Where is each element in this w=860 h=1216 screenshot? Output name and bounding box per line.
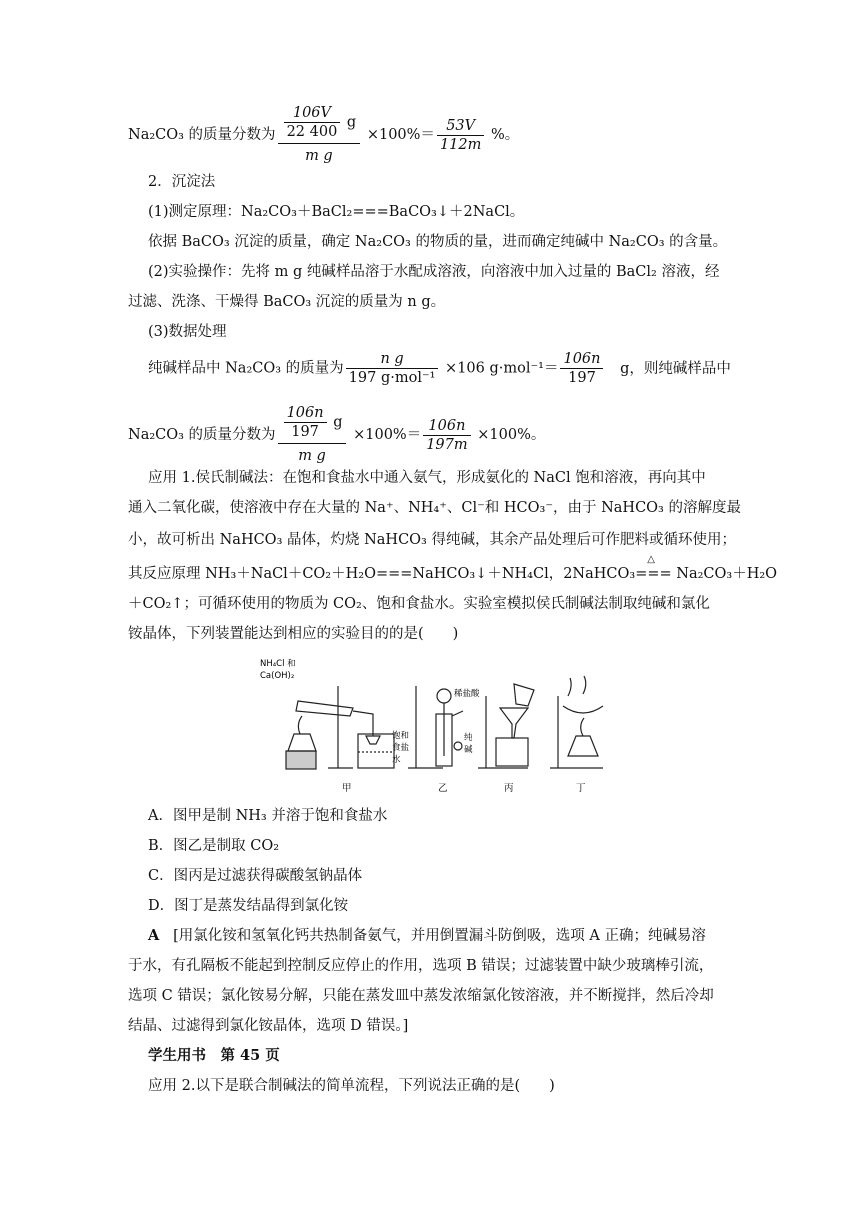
calc2-compound-fraction: $\frac{106n}{197}$ g m g [278,404,347,466]
step2-line1: (2)实验操作：先将 m g 纯碱样品溶于水配成溶液，向溶液中加入过量的 BaCl₂ 溶液，经 [148,264,720,280]
heat-icon: △ [647,554,655,565]
calc2-inner-fraction: $\frac{106n}{197}$ [284,404,327,441]
answer-line2: 于水，有孔隔板不能起到控制反应停止的作用，选项 B 错误；过滤装置中缺少玻璃棒引流， [128,958,714,974]
calc1-fraction: $\frac{\text{n g}}{\text{197 g·mol⁻¹}}$ [346,350,439,387]
app1-line5: ＋CO₂↑；可循环使用的物质为 CO₂、饱和食盐水。实验室模拟侯氏制碱法制取纯碱和氯化 [128,596,710,612]
calc-line-1: 纯碱样品中 Na₂CO₃ 的质量为 $\frac{\text{n g}}{\text{197 g·mol⁻¹}}$ ×106 g·mol⁻¹＝ $\frac{106n}{197}$ g，则纯碱样品中 [148,351,731,386]
option-b: B．图乙是制取 CO₂ [148,838,280,854]
formula-prefix: Na₂CO₃ 的质量分数为 [128,127,276,143]
step1: (1)测定原理：Na₂CO₃＋BaCl₂===BaCO₃↓＋2NaCl。 [148,204,525,220]
beaker-jia [358,734,394,768]
lamp-ding [568,736,598,756]
answer-line1: A [用氯化铵和氢氧化钙共热制备氨气，并用倒置漏斗防倒吸，选项 A 正确；纯碱易溶 [148,927,706,944]
app1-line3: 小，故可析出 NaHCO₃ 晶体，灼烧 NaHCO₃ 得纯碱，其余产品处理后可作肥料或循环使用； [128,532,736,548]
app2-line: 应用 2.以下是联合制碱法的简单流程，下列说法正确的是( ) [148,1078,555,1094]
inverted-funnel [366,736,380,744]
label-yi: 乙 [438,783,448,794]
heat-arrow: △ === [635,564,671,584]
calc2-result: $\frac{106n}{197m}$ [423,417,470,454]
label-reagent-a: NH₄Cl 和 [260,659,296,669]
label-ding: 丁 [576,783,586,794]
steam [568,676,586,696]
delivery-tube-jia [353,711,373,736]
mass-fraction-line-1: Na₂CO₃ 的质量分数为 $\frac{106V}{22 400}$ g m g ×100%＝ $\frac{53V}{112m}$ %。 [128,105,520,164]
label-sat2: 食盐 [392,743,410,753]
method2-title: 2．沉淀法 [148,174,216,190]
step2-line2: 过滤、洗涤、干燥得 BaCO₃ 沉淀的质量为 n g。 [128,294,446,310]
block-jia [286,751,316,769]
label-soda1: 纯 [464,733,473,743]
step1-note: 依据 BaCO₃ 沉淀的质量，确定 Na₂CO₃ 的物质的量，进而确定纯碱中 Na₂CO₃ 的含量。 [148,234,728,250]
label-sat1: 饱和 [392,731,410,741]
lamp-jia [288,734,316,751]
label-jia: 甲 [342,783,352,794]
evap-dish [563,706,603,713]
flame-ding [581,718,584,736]
inner-fraction: $\frac{106V}{22 400}$ [284,104,341,141]
label-acid: 稀盐酸 [454,689,480,699]
option-c: C．图丙是过滤获得碳酸氢钠晶体 [148,868,363,884]
result-fraction: $\frac{53V}{112m}$ [437,117,484,154]
option-a: A．图甲是制 NH₃ 并溶于饱和食盐水 [148,808,388,824]
flame-jia [298,716,302,734]
beaker-bing [496,738,528,766]
app1-line1: 应用 1.侯氏制碱法：在饱和食盐水中通入氨气，形成氨化的 NaCl 饱和溶液，再向其中 [148,470,706,486]
funnel-bing [500,708,528,738]
app1-line4: 其反应原理 NH₃＋NaCl＋CO₂＋H₂O===NaHCO₃↓＋NH₄Cl，2NaHCO₃ △ === Na₂CO₃＋H₂O [128,564,777,584]
app1-line6: 铵晶体，下列装置能达到相应的实验目的的是( ) [128,626,459,642]
option-d: D．图丁是蒸发结晶得到氯化铵 [148,898,349,914]
compound-fraction: $\frac{106V}{22 400}$ g m g [278,104,361,166]
book-reference: 学生用书 第 45 页 [148,1047,280,1064]
soda-beads [454,742,462,750]
app1-line2: 通入二氧化碳，使溶液中存在大量的 Na⁺、NH₄⁺、Cl⁻和 HCO₃⁻，由于 NaHCO₃ 的溶解度最 [128,500,741,516]
calc1-result: $\frac{106n}{197}$ [560,350,603,387]
answer-line4: 结晶、过滤得到氯化铵晶体，选项 D 错误。] [128,1018,409,1034]
calc-line-2: Na₂CO₃ 的质量分数为 $\frac{106n}{197}$ g m g ×100%＝ $\frac{106n}{197m}$ ×100%。 [128,405,546,464]
answer-letter: A [148,927,160,944]
label-bing: 丙 [504,783,514,794]
label-reagent-b: Ca(OH)₂ [260,671,295,681]
answer-line3: 选项 C 错误；氯化铵易分解，只能在蒸发皿中蒸发浓缩氯化铵溶液，并不断搅拌，然后冷却 [128,988,714,1004]
step3: (3)数据处理 [148,324,227,340]
apparatus-figure [258,656,608,796]
label-soda2: 碱 [464,745,473,755]
label-sat3: 水 [392,755,401,765]
test-tube-jia [296,701,353,716]
pouring-beaker [514,684,534,706]
sep-funnel-yi [437,689,451,703]
